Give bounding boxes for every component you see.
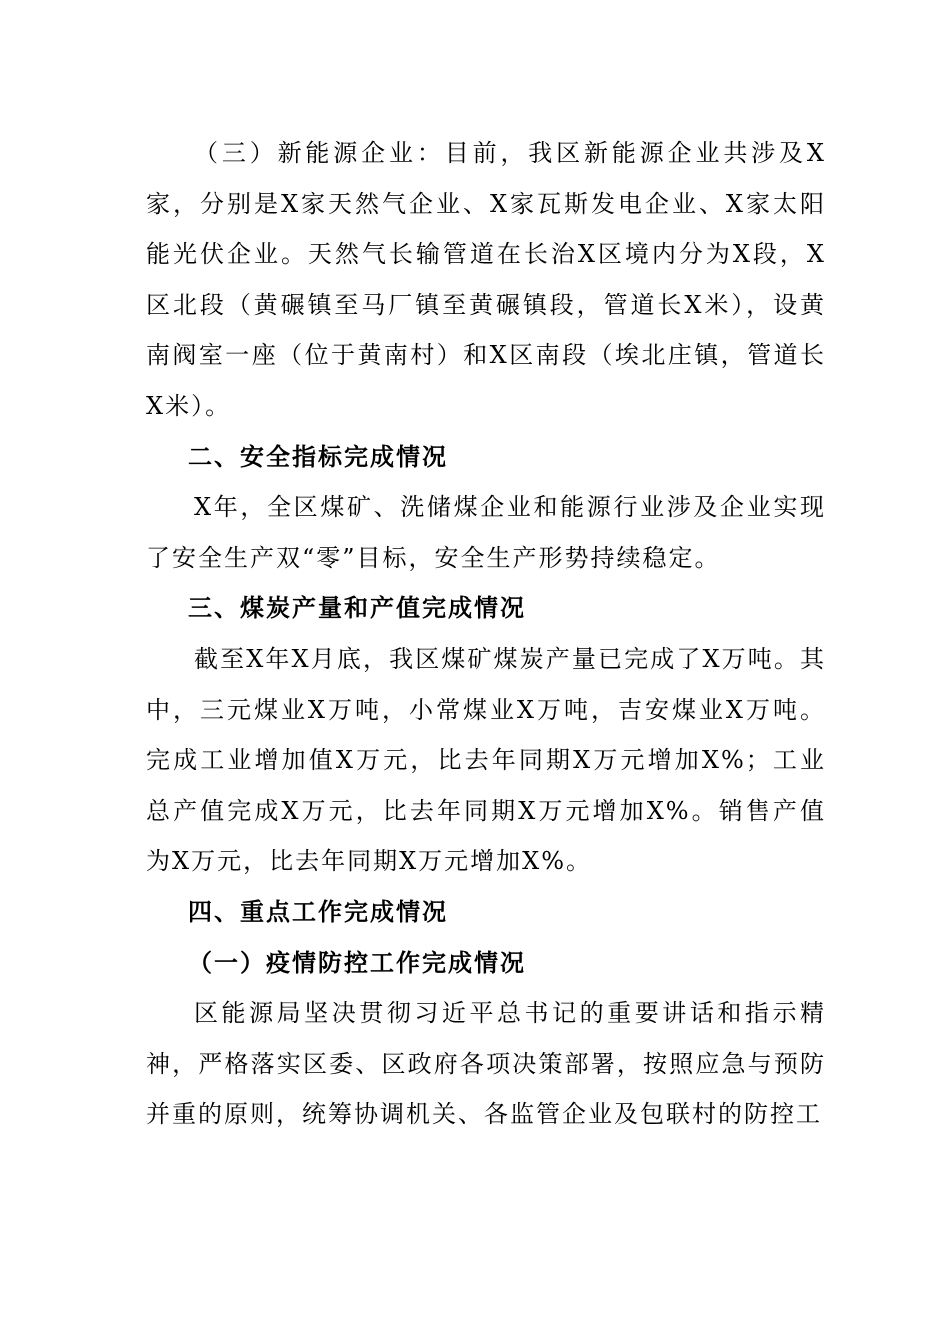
heading-key-work: 四、重点工作完成情况 bbox=[188, 897, 448, 926]
paragraph-safety-indicators: X年，全区煤矿、洗储煤企业和能源行业涉及企业实现了安全生产双“零”目标，安全生产形势持续稳定。 bbox=[146, 493, 826, 572]
paragraph-new-energy-enterprises: （三）新能源企业：目前，我区新能源企业共涉及X家，分别是X家天然气企业、X家瓦斯发电企业、X家太阳能光伏企业。天然气长输管道在长治X区境内分为X段，X区北段（黄碾镇至马厂镇至黄碾镇段，管道长X米），设黄南阀室一座（位于黄南村）和X区南段（埃北庄镇，管道长X米）。 bbox=[146, 139, 826, 420]
heading-coal-output: 三、煤炭产量和产值完成情况 bbox=[188, 594, 526, 623]
heading-safety-indicators: 二、安全指标完成情况 bbox=[188, 442, 448, 471]
document-body bbox=[146, 128, 826, 1140]
paragraph-coal-output: 截至X年X月底，我区煤矿煤炭产量已完成了X万吨。其中，三元煤业X万吨，小常煤业X万吨，吉安煤业X万吨。完成工业增加值X万元，比去年同期X万元增加X%；工业总产值完成X万元，比去年同期X万元增加X%。销售产值为X万元，比去年同期X万元增加X%。 bbox=[146, 644, 826, 876]
heading-epidemic-prevention: （一）疫情防控工作完成情况 bbox=[188, 948, 526, 977]
paragraph-epidemic-prevention: 区能源局坚决贯彻习近平总书记的重要讲话和指示精神，严格落实区委、区政府各项决策部署，按照应急与预防并重的原则，统筹协调机关、各监管企业及包联村的防控工 bbox=[146, 999, 826, 1129]
